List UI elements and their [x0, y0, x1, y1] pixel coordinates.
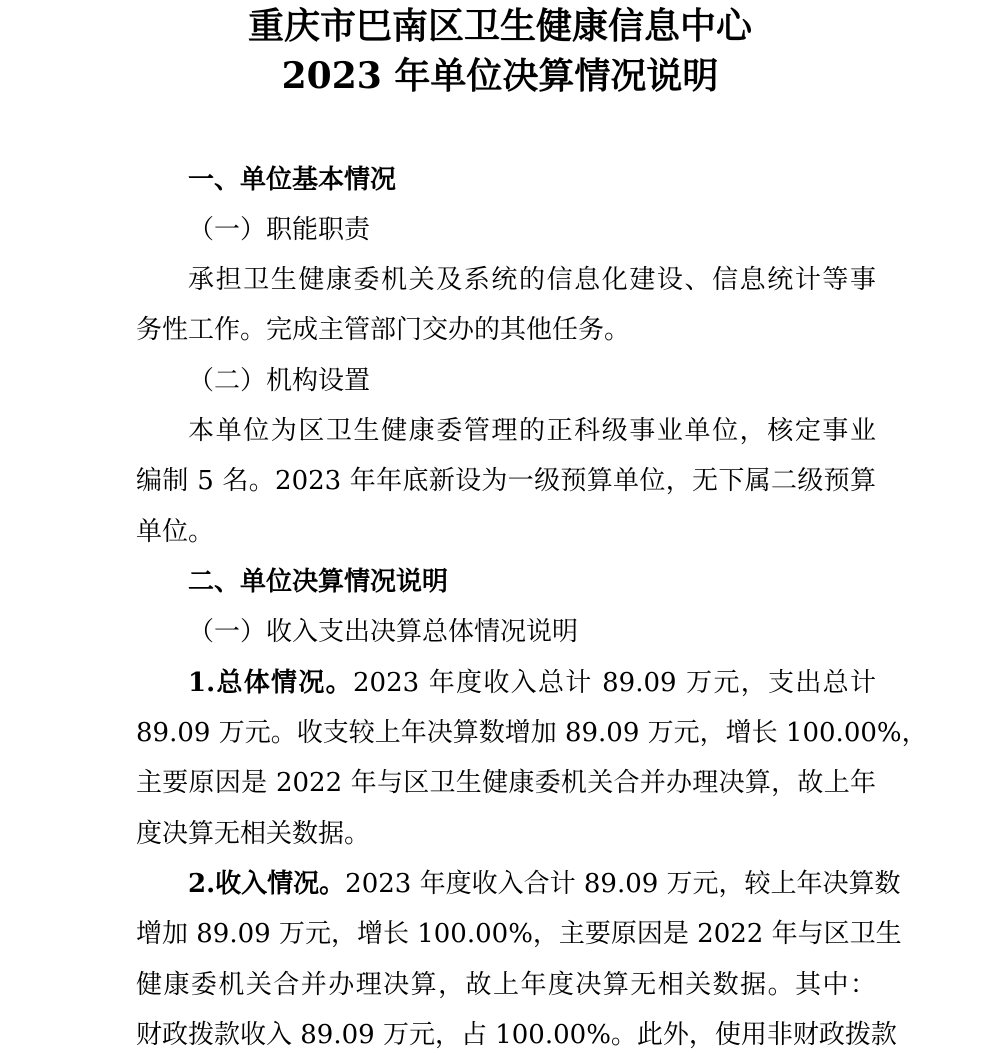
paragraph-lead-overall: 1.总体情况。 [188, 668, 353, 698]
paragraph-line: 单位。 [136, 517, 215, 547]
paragraph-line: 本单位为区卫生健康委管理的正科级事业单位，核定事业 [188, 416, 876, 446]
paragraph-line: 财政拨款收入 89.09 万元，占 100.00%。此外，使用非财政拨款 [136, 1020, 897, 1050]
paragraph-lead-income: 2.收入情况。 [188, 869, 346, 899]
paragraph-text: 2023 年度收入合计 89.09 万元，较上年决算数 [345, 869, 901, 899]
subheading-functions: （一）职能职责 [188, 215, 371, 245]
subheading-income-expenditure: （一）收入支出决算总体情况说明 [188, 617, 579, 647]
paragraph-line [188, 867, 901, 901]
paragraph-text: 2023 年度收入总计 89.09 万元，支出总计 [352, 668, 876, 698]
paragraph-line: 增加 89.09 万元，增长 100.00%，主要原因是 2022 年与区卫生 [136, 919, 902, 949]
paragraph-line [188, 666, 876, 700]
paragraph-line: 编制 5 名。2023 年年底新设为一级预算单位，无下属二级预算 [136, 466, 876, 496]
section-heading-final-accounts: 二、单位决算情况说明 [188, 567, 449, 597]
paragraph-line: 主要原因是 2022 年与区卫生健康委机关合并办理决算，故上年 [136, 768, 876, 798]
paragraph-line: 务性工作。完成主管部门交办的其他任务。 [136, 315, 631, 345]
paragraph-line: 健康委机关合并办理决算，故上年度决算无相关数据。其中： [136, 970, 876, 1000]
paragraph-line: 89.09 万元。收支较上年决算数增加 89.09 万元，增长 100.00%， [136, 718, 928, 748]
paragraph-line: 度决算无相关数据。 [136, 819, 371, 849]
paragraph-line: 承担卫生健康委机关及系统的信息化建设、信息统计等事 [188, 265, 876, 295]
subheading-organization: （二）机构设置 [188, 366, 371, 396]
title-line-2: 2023 年单位决算情况说明 [281, 55, 719, 97]
section-heading-basic-info: 一、单位基本情况 [188, 165, 397, 195]
title-line-1: 重庆市巴南区卫生健康信息中心 [247, 5, 752, 47]
